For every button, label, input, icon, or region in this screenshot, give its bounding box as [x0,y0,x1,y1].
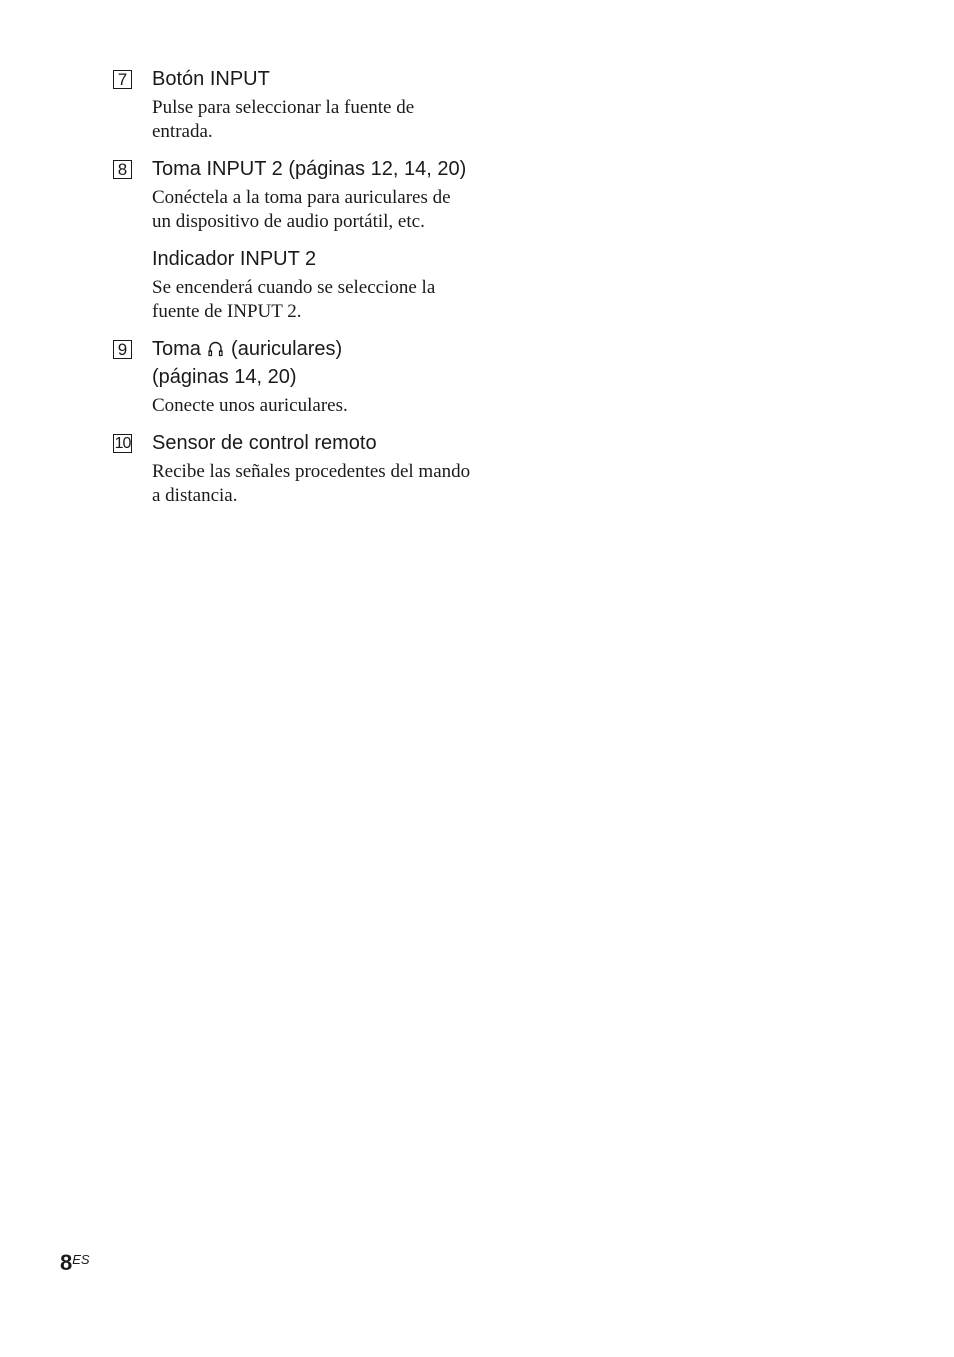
item-number-badge: 9 [113,340,132,359]
item-sub-description: Se encenderá cuando se seleccione la fuente de INPUT 2. [152,277,436,322]
list-item [113,156,473,324]
item-description: Conéctela a la toma para auriculares de un dispositivo de audio portátil, etc. [152,187,451,232]
item-number-badge: 10 [114,435,131,452]
headphones-icon [208,338,223,364]
item-sub-heading: Indicador INPUT 2 [152,248,317,270]
item-heading-pages: (páginas 14, 20) [152,366,297,388]
item-heading: Sensor de control remoto [152,432,377,454]
item-description: Recibe las señales procedentes del mando a distancia. [152,461,471,506]
list-item [113,336,473,418]
list-item [113,66,473,144]
item-heading [152,336,473,390]
list-item [113,430,473,508]
page-footer [60,1250,90,1276]
item-description: Pulse para seleccionar la fuente de entrada. [152,97,415,142]
item-number-badge: 7 [113,70,132,89]
item-description: Conecte unos auriculares. [152,395,348,416]
item-heading: Toma INPUT 2 (páginas 12, 14, 20) [152,158,467,180]
page-language: ES [72,1252,90,1267]
page-number: 8 [60,1250,73,1275]
item-number-badge: 8 [113,160,132,179]
item-heading-text: Toma [152,338,201,360]
item-heading: Botón INPUT [152,68,270,90]
item-list [113,66,473,508]
item-heading-text: (auriculares) [231,338,343,360]
